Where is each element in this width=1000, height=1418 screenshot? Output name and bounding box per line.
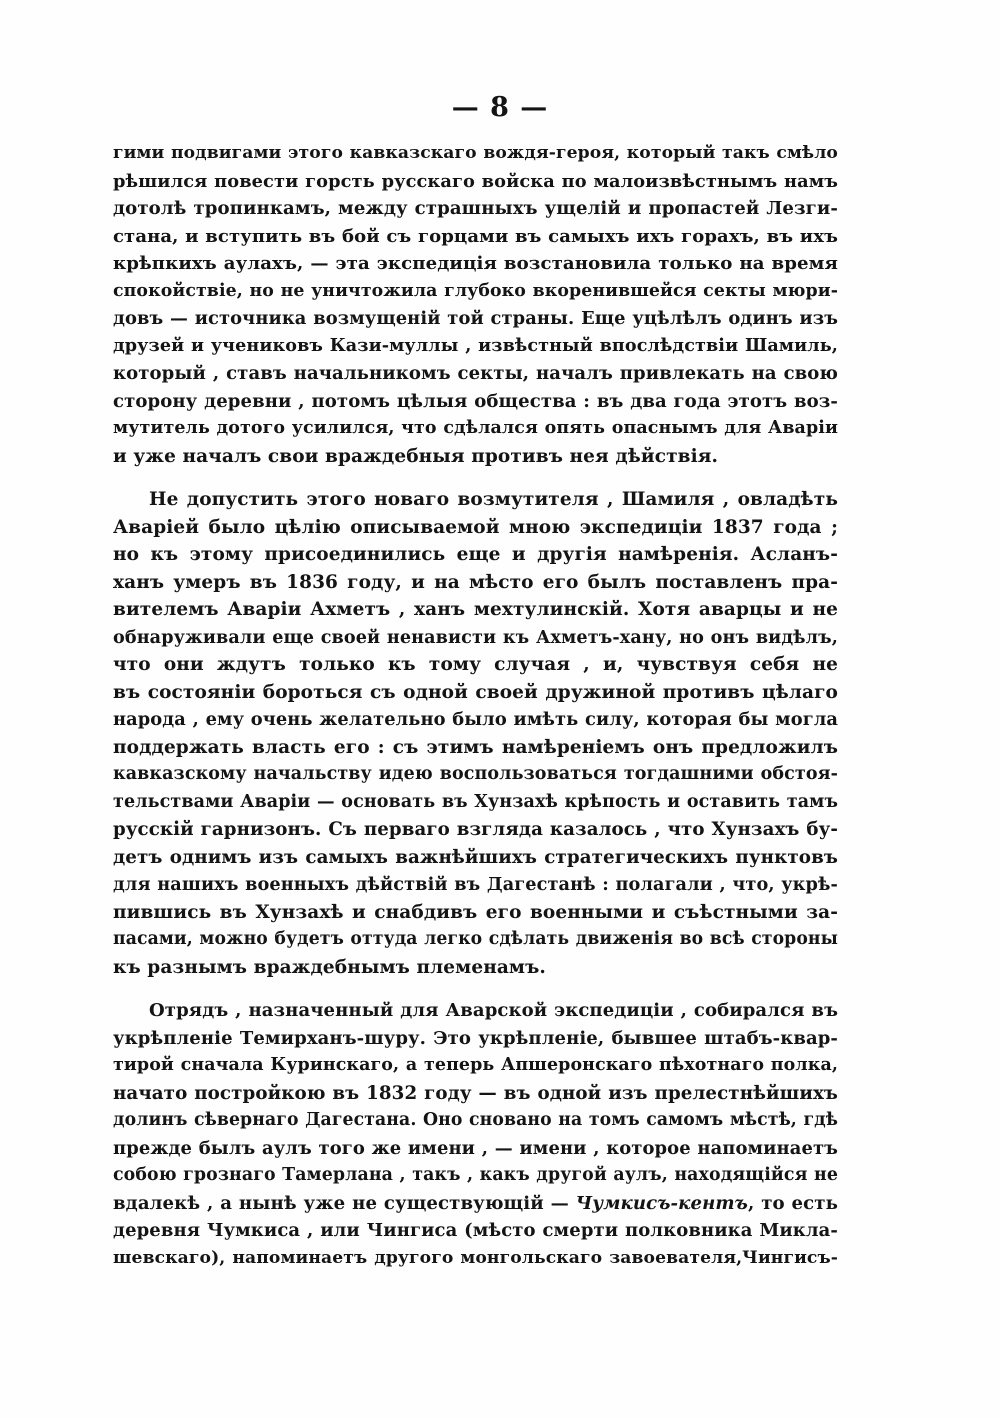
text-line: Не допустить этого новаго возмутителя , Шамиля , овладѣть <box>149 489 838 510</box>
text-line: русскій гарнизонъ. Съ перваго взгляда казалось , что Хунзахъ бу- <box>113 819 838 840</box>
text-line: вителемъ Аваріи Ахметъ , ханъ мехтулинскій. Хотя аварцы и не <box>113 599 838 620</box>
text-line: крѣпкихъ аулахъ, — эта экспедиція возстановила только на время <box>113 253 838 274</box>
text-line: обнаруживали еще своей ненависти къ Ахметъ-хану, но онъ видѣлъ, <box>113 626 838 648</box>
paragraph-gap <box>113 981 838 997</box>
text-line: пившись въ Хунзахѣ и снабдивъ его военными и съѣстными за- <box>113 901 838 923</box>
text-line: собою грознаго Тамерлана , такъ , какъ другой аулъ, находящійся не <box>113 1165 838 1185</box>
text-line: и уже началъ свои враждебныя противъ нея дѣйствія. <box>113 445 719 467</box>
paragraph-1 <box>113 140 838 470</box>
text-line: Отрядъ , назначенный для Аварской экспедиціи , собирался въ <box>149 1000 838 1021</box>
text-line: стана, и вступить въ бой съ горцами въ самыхъ ихъ горахъ, въ ихъ <box>113 225 838 247</box>
text-line: который , ставъ начальникомъ секты, началъ привлекать на свою <box>113 363 838 384</box>
text-line: пасами, можно будетъ оттуда легко сдѣлать движенія во всѣ стороны <box>113 929 838 949</box>
text-segment: , то есть <box>747 1192 838 1214</box>
text-line: сторону деревни , потомъ цѣлыя общества : въ два года этотъ воз- <box>113 390 838 412</box>
paragraph-3 <box>113 997 838 1272</box>
text-line: прежде былъ аулъ того же имени , — имени , которое напоминаетъ <box>113 1137 838 1159</box>
text-line: долинъ сѣвернаго Дагестана. Оно сновано на томъ самомъ мѣстѣ, гдѣ <box>113 1110 838 1130</box>
body-text <box>113 140 838 1272</box>
text-line: къ разнымъ враждебнымъ племенамъ. <box>113 956 546 978</box>
text-line: поддержать власть его : съ этимъ намѣреніемъ онъ предложилъ <box>113 736 838 758</box>
text-line: дотолѣ тропинкамъ, между страшныхъ ущелій и пропастей Лезги- <box>113 198 838 219</box>
text-line: что они ждутъ только къ тому случая , и, чувствуя себя не <box>113 654 838 675</box>
text-line: народа , ему очень желательно было имѣть силу, которая бы могла <box>113 709 838 730</box>
paragraph-2 <box>113 486 838 981</box>
text-line: ханъ умеръ въ 1836 году, и на мѣсто его былъ поставленъ пра- <box>113 571 838 593</box>
italic-term: Чумкисъ-кентъ <box>575 1192 748 1214</box>
text-line: въ состояніи бороться съ одной своей дружиной противъ цѣлаго <box>113 681 838 703</box>
text-line: деревня Чумкиса , или Чингиса (мѣсто смерти полковника Микла- <box>113 1220 838 1241</box>
text-line: но къ этому присоединились еще и другія намѣренія. Асланъ- <box>113 544 838 565</box>
text-line: спокойствіе, но не уничтожила глубоко вкоренившейся секты мюри- <box>113 280 838 301</box>
text-line: довъ — источника возмущеній той страны. Еще уцѣлѣлъ одинъ изъ <box>113 308 838 329</box>
text-line: кавказскому начальству идею воспользоваться тогдашними обстоя- <box>113 764 838 784</box>
text-line: тельствами Аваріи — основать въ Хунзахѣ крѣпость и оставить тамъ <box>113 791 838 812</box>
text-line: рѣшился повести горсть русскаго войска по малоизвѣстнымъ намъ <box>113 170 838 192</box>
text-line-with-italic <box>113 1190 838 1218</box>
text-line: для нашихъ военныхъ дѣйствій въ Дагестанѣ : полагали , что, укрѣ- <box>113 874 838 895</box>
text-line: детъ однимъ изъ самыхъ важнѣйшихъ стратегическихъ пунктовъ <box>113 846 838 868</box>
page-number: — 8 — <box>451 92 549 123</box>
text-line: начато постройкою въ 1832 году — въ одной изъ прелестнѣйшихъ <box>113 1082 838 1104</box>
paragraph-gap <box>113 470 838 486</box>
text-line: гими подвигами этого кавказскаго вождя-героя, который такъ смѣло <box>113 143 838 163</box>
text-line: шевскаго), напоминаетъ другого монгольскаго завоевателя,Чингисъ- <box>113 1247 838 1268</box>
text-line: мутитель дотого усилился, что сдѣлался опять опаснымъ для Аваріи <box>113 418 838 438</box>
text-line: Аваріей было цѣлію описываемой мною экспедиціи 1837 года ; <box>113 516 838 538</box>
text-line: друзей и учениковъ Кази-муллы , извѣстный впослѣдствіи Шамиль, <box>113 335 838 356</box>
text-line: тирой сначала Куринскаго, а теперь Апшеронскаго пѣхотнаго полка, <box>113 1055 838 1075</box>
text-line: укрѣпленіе Темирханъ-шуру. Это укрѣпленіе, бывшее штабъ-квар- <box>113 1027 838 1049</box>
text-segment: вдалекѣ , а нынѣ уже не существующій — <box>113 1192 576 1214</box>
